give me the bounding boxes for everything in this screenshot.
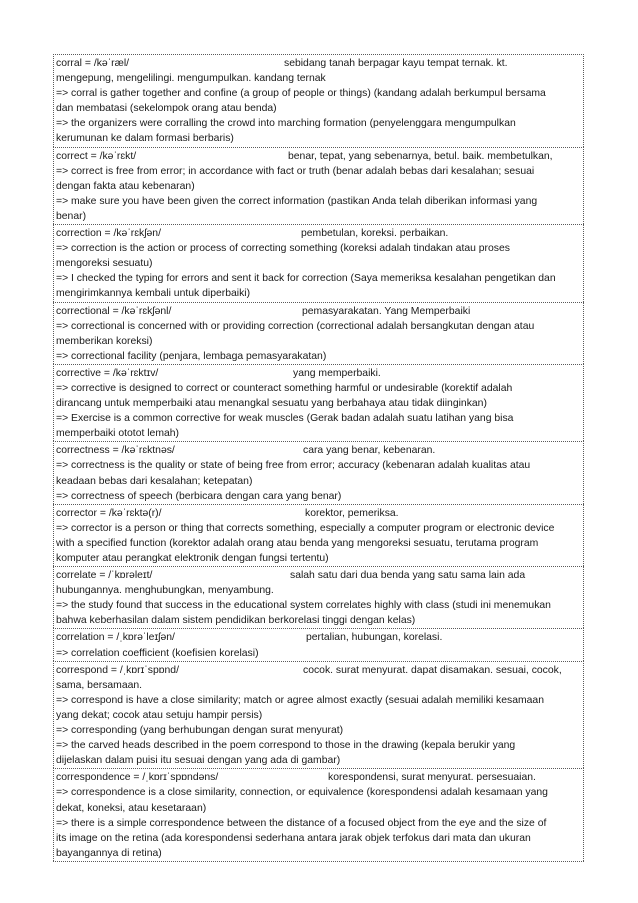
meaning-text: salah satu dari dua benda yang satu sama lain ada bbox=[290, 570, 526, 582]
definition-line: => correctness of speech (berbicara dengan cara yang benar) bbox=[56, 490, 342, 502]
definition-line: => correct is free from error; in accordance with fact or truth (benar adalah bebas dari kesalahan; sesuai bbox=[56, 165, 535, 177]
definition-line: => I checked the typing for errors and sent it back for correction (Saya memeriksa kesalahan pengetikan dan bbox=[56, 273, 556, 285]
meaning-text: benar, tepat, yang sebenarnya, betul. baik. membetulkan, bbox=[288, 150, 553, 162]
definition-line: dekat, koneksi, atau kesetaraan) bbox=[56, 802, 207, 814]
entry-header-line bbox=[56, 506, 582, 521]
headword: correctness = /kəˈrɛktnəs/ bbox=[56, 445, 175, 457]
definition-line: its image on the retina (ada korespondensi sederhana antara jarak objek terfokus dari mata dan ukuran bbox=[56, 832, 531, 844]
dictionary-entry bbox=[53, 566, 584, 628]
definition-line: => corrective is designed to correct or counteract something harmful or undesirable (korektif adalah bbox=[56, 382, 513, 394]
definition-line: dengan fakta atau kebenaran) bbox=[56, 180, 195, 192]
definition-line: mengirimkannya kembali untuk diperbaiki) bbox=[56, 288, 251, 300]
definition-line: komputer atau perangkat elektronik dengan fungsi tertentu) bbox=[56, 553, 329, 564]
meaning-text: pemasyarakatan. Yang Memperbaiki bbox=[302, 305, 471, 317]
headword: correspond = /ˌkɒrɪˈspɒnd/ bbox=[56, 664, 179, 676]
dictionary-entry bbox=[53, 768, 584, 861]
dictionary-entry bbox=[53, 504, 584, 566]
entry-header-line bbox=[56, 770, 582, 785]
meaning-text: korespondensi, surat menyurat. persesuaian. bbox=[328, 772, 536, 784]
entry-header-line bbox=[56, 56, 582, 71]
headword: correlate = /ˈkɒrəleɪt/ bbox=[56, 570, 153, 582]
headword: correction = /kəˈrɛkʃən/ bbox=[56, 228, 161, 240]
entry-header-line bbox=[56, 366, 582, 381]
definition-line: => there is a simple correspondence between the distance of a focused object from the eye and the size of bbox=[56, 817, 547, 829]
vocabulary-table bbox=[53, 54, 584, 862]
headword: corral = /kəˈræl/ bbox=[56, 58, 130, 69]
definition-line: => correlation coefficient (koefisien korelasi) bbox=[56, 647, 259, 659]
headword: correct = /kəˈrɛkt/ bbox=[56, 150, 137, 162]
entry-header-line bbox=[56, 226, 582, 241]
headword: correlation = /ˌkɒrəˈleɪʃən/ bbox=[56, 632, 175, 644]
definition-line: => correction is the action or process of correcting something (koreksi adalah tindakan atau proses bbox=[56, 243, 510, 255]
definition-line: bahwa keberhasilan dalam sistem pendidikan berkorelasi tinggi dengan kelas) bbox=[56, 615, 416, 627]
entry-header-line bbox=[56, 443, 582, 458]
dictionary-entry bbox=[53, 364, 584, 441]
definition-line: => corrector is a person or thing that corrects something, especially a computer program or electronic device bbox=[56, 522, 555, 534]
dictionary-entry bbox=[53, 224, 584, 301]
definition-line: memperbaiki ototot lemah) bbox=[56, 428, 180, 440]
definition-line: => correspond is have a close similarity; match or agree almost exactly (sesuai adalah memiliki kesamaan bbox=[56, 694, 544, 706]
headword: correspondence = /ˌkɒrɪˈspɒndəns/ bbox=[56, 772, 219, 784]
definition-line: => Exercise is a common corrective for weak muscles (Gerak badan adalah suatu latihan yang bisa bbox=[56, 413, 514, 425]
definition-line: => correctional facility (penjara, lembaga pemasyarakatan) bbox=[56, 350, 327, 362]
entry-header-line bbox=[56, 149, 582, 164]
entry-header-line bbox=[56, 568, 582, 583]
definition-line: with a specified function (korektor adalah orang atau benda yang mengoreksi sesuatu, terutama program bbox=[56, 537, 539, 549]
dictionary-entry bbox=[53, 661, 584, 769]
definition-line: hubungannya. menghubungkan, menyambung. bbox=[56, 585, 274, 597]
entry-header-line bbox=[56, 630, 582, 645]
definition-line: benar) bbox=[56, 210, 87, 222]
definition-line: => the organizers were corralling the crowd into marching formation (penyelenggara mengumpulkan bbox=[56, 118, 516, 130]
entry-header-line bbox=[56, 663, 582, 678]
definition-line: dirancang untuk memperbaiki atau menangkal sesuatu yang berbahaya atau tidak diinginkan) bbox=[56, 398, 487, 410]
meaning-text: pertalian, hubungan, korelasi. bbox=[306, 632, 443, 644]
meaning-text: sebidang tanah berpagar kayu tempat ternak. kt. bbox=[284, 58, 508, 69]
dictionary-entry bbox=[53, 54, 584, 147]
definition-line: => the carved heads described in the poem correspond to those in the drawing (kepala berukir yang bbox=[56, 740, 516, 752]
dictionary-entry bbox=[53, 441, 584, 503]
definition-line: kerumunan ke dalam formasi berbaris) bbox=[56, 133, 234, 145]
definition-line: sama, bersamaan. bbox=[56, 679, 143, 691]
definition-line: mengepung, mengelilingi. mengumpulkan. kandang ternak bbox=[56, 73, 326, 85]
dictionary-entry bbox=[53, 302, 584, 364]
headword: corrective = /kəˈrɛktɪv/ bbox=[56, 367, 159, 379]
definition-line: => the study found that success in the educational system correlates highly with class (studi ini menemukan bbox=[56, 600, 551, 612]
dictionary-entry bbox=[53, 147, 584, 224]
definition-line: yang dekat; cocok atau setuju hampir persis) bbox=[56, 709, 263, 721]
definition-line: => correspondence is a close similarity, connection, or equivalence (korespondensi adalah kesamaan yang bbox=[56, 787, 548, 799]
meaning-text: yang memperbaiki. bbox=[293, 367, 381, 379]
meaning-text: cara yang benar, kebenaran. bbox=[303, 445, 436, 457]
entry-header-line bbox=[56, 304, 582, 319]
definition-line: mengoreksi sesuatu) bbox=[56, 258, 153, 270]
dictionary-entry bbox=[53, 628, 584, 660]
definition-line: => make sure you have been given the correct information (pastikan Anda telah diberikan informasi yang bbox=[56, 195, 538, 207]
definition-line: => correctional is concerned with or providing correction (correctional adalah bersangkutan dengan atau bbox=[56, 320, 535, 332]
definition-line: keadaan bebas dari kesalahan; ketepatan) bbox=[56, 475, 253, 487]
definition-line: => corral is gather together and confine (a group of people or things) (kandang adalah berkumpul bersama bbox=[56, 88, 546, 100]
headword: corrector = /kəˈrɛktə(r)/ bbox=[56, 507, 162, 519]
definition-line: => corresponding (yang berhubungan dengan surat menyurat) bbox=[56, 725, 344, 737]
definition-line: => correctness is the quality or state of being free from error; accuracy (kebenaran adalah kualitas atau bbox=[56, 460, 531, 472]
definition-line: dan membatasi (sekelompok orang atau benda) bbox=[56, 103, 277, 115]
definition-line: bayangannya di retina) bbox=[56, 847, 162, 859]
meaning-text: cocok. surat menyurat. dapat disamakan. sesuai, cocok, bbox=[303, 664, 562, 676]
definition-line: memberikan koreksi) bbox=[56, 335, 153, 347]
meaning-text: korektor, pemeriksa. bbox=[305, 507, 399, 519]
headword: correctional = /kəˈrɛkʃənl/ bbox=[56, 305, 172, 317]
meaning-text: pembetulan, koreksi. perbaikan. bbox=[301, 228, 449, 240]
definition-line: dijelaskan dalam puisi itu sesuai dengan yang ada di gambar) bbox=[56, 755, 341, 767]
